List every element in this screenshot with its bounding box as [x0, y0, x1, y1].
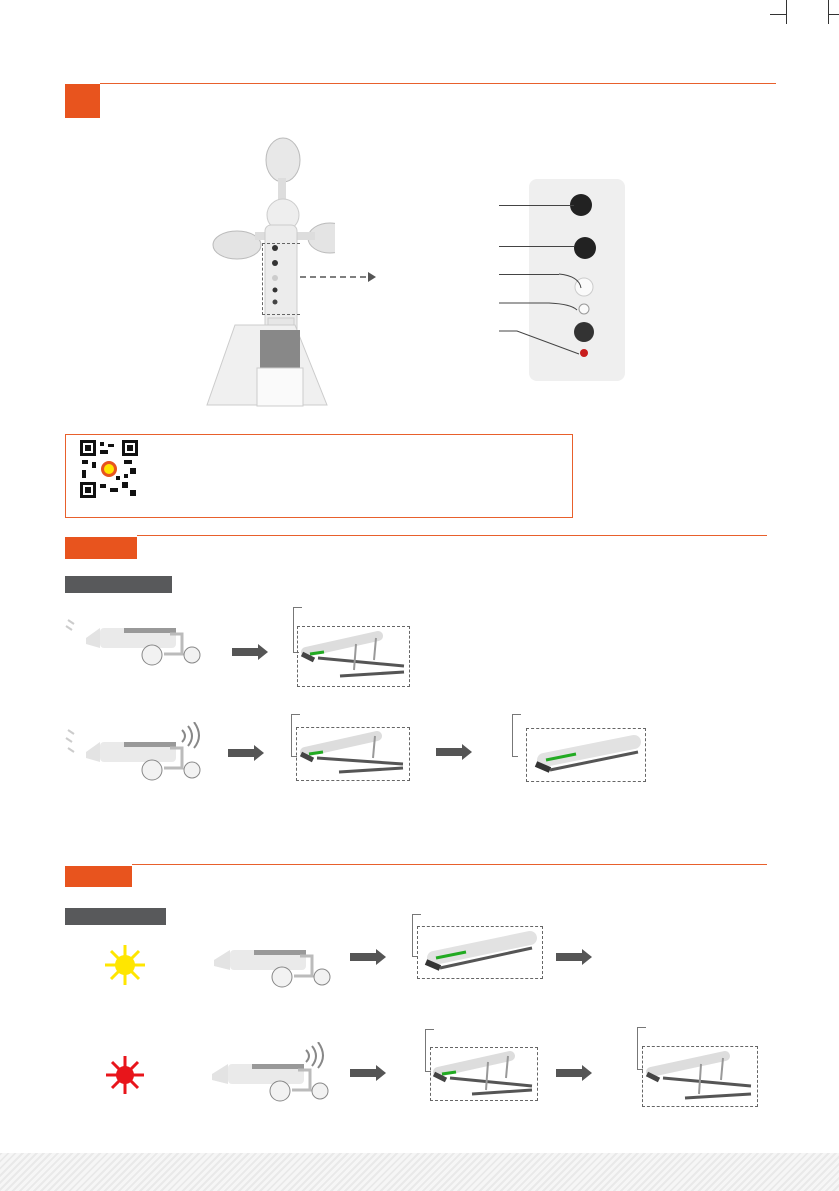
- highlight-box: [262, 243, 300, 315]
- anemometer-side-icon: [64, 612, 204, 668]
- section-tab: [65, 866, 132, 887]
- display-reading-image: [420, 928, 540, 976]
- sun-light-icon: [104, 1054, 146, 1096]
- crop-mark: [828, 0, 829, 24]
- arrow-right-icon: [232, 644, 268, 660]
- display-reading-image: [530, 730, 644, 778]
- qr-code-icon: [80, 440, 138, 498]
- anemometer-side-icon: [208, 1042, 338, 1102]
- anemometer-side-icon: [64, 722, 204, 782]
- display-reading-image: [300, 630, 408, 682]
- arrow-right-icon: [300, 270, 380, 284]
- section-marker: [65, 84, 100, 118]
- subsection-tab: [65, 908, 166, 925]
- callout-line: [499, 246, 574, 247]
- arrow-right-icon: [436, 744, 472, 760]
- arrow-right-icon: [556, 949, 592, 965]
- arrow-right-icon: [350, 949, 386, 965]
- subsection-tab: [65, 576, 172, 593]
- callout-line: [499, 270, 589, 370]
- callout-line: [499, 205, 574, 206]
- arrow-right-icon: [228, 745, 264, 761]
- crop-mark: [770, 14, 786, 15]
- section-divider: [132, 864, 767, 865]
- anemometer-side-icon: [210, 938, 340, 988]
- page-footer-pattern: [0, 1153, 839, 1191]
- arrow-right-icon: [350, 1065, 386, 1081]
- label-bracket: [512, 714, 521, 757]
- display-reading-image: [432, 1050, 536, 1098]
- crop-mark: [828, 14, 839, 15]
- sun-light-icon: [103, 943, 147, 987]
- section-tab: [65, 537, 137, 559]
- display-reading-image: [645, 1050, 755, 1104]
- crop-mark: [786, 0, 787, 24]
- section-divider: [100, 83, 776, 84]
- qr-info-box: [65, 434, 573, 518]
- display-reading-image: [299, 730, 407, 778]
- arrow-right-icon: [556, 1065, 592, 1081]
- section-divider: [137, 535, 767, 536]
